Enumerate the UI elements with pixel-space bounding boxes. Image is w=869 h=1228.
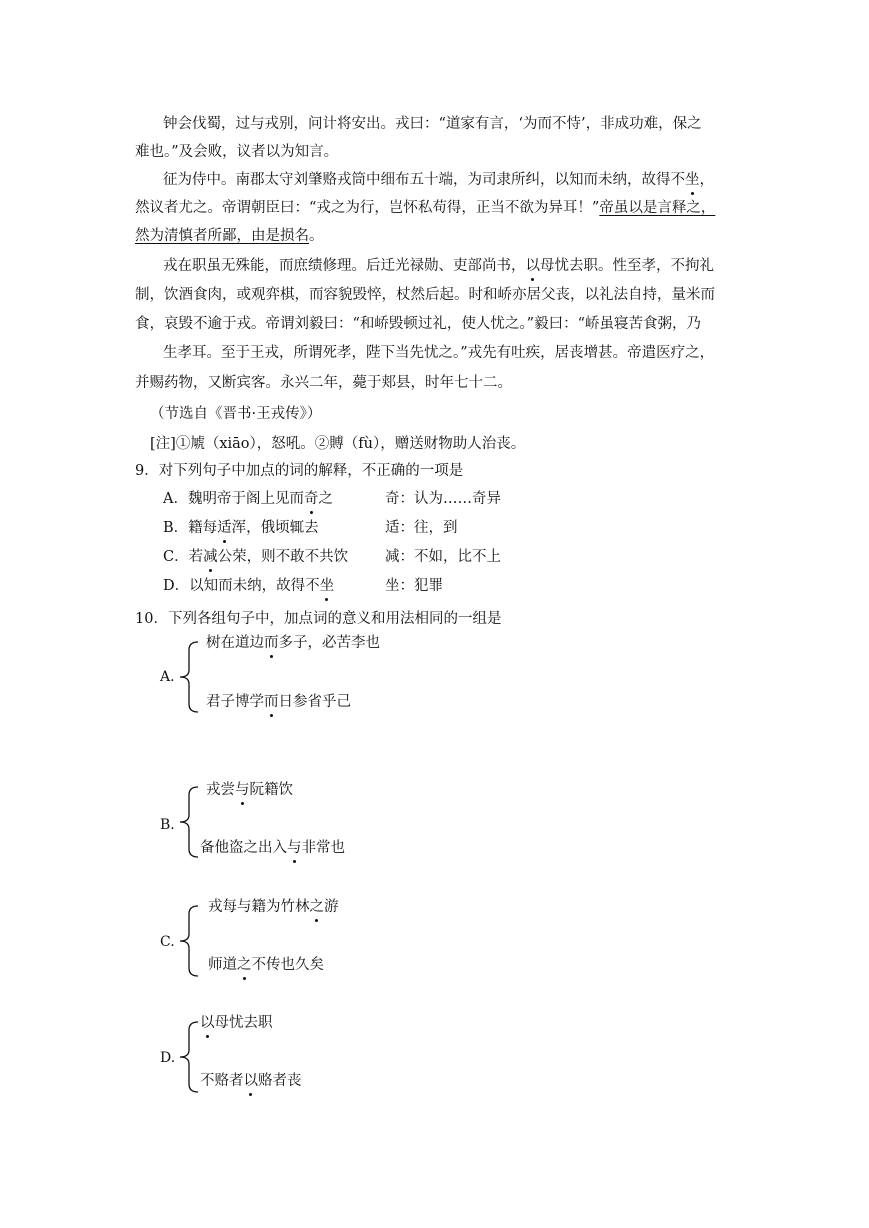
- sentence-text: 君子博学: [206, 694, 264, 710]
- option-text: 之: [318, 491, 333, 507]
- p2-period: 。: [309, 228, 324, 244]
- option-definition: 坐：犯罪: [385, 578, 443, 594]
- sentence-text: 游: [324, 899, 339, 915]
- option-text: 若: [188, 549, 204, 565]
- q10-option-c-label: C.: [160, 934, 175, 950]
- passage-p3-line1: [163, 256, 714, 276]
- q10-b-sentence-1: [206, 780, 293, 800]
- brace-icon: [176, 904, 200, 978]
- sentence-text: 阮籍饮: [249, 782, 293, 798]
- p2-text: 征为侍中。南郡太守刘肇赂戎筒中细布五十端，为司隶所纠，以知而未纳，故得不: [163, 172, 685, 188]
- dotted-char: 而: [264, 694, 279, 710]
- dotted-char: 与: [235, 782, 250, 798]
- passage-p1-line2: 难也。”及会败，议者以为知言。: [135, 144, 339, 160]
- underlined-sentence: 然为清慎者所鄙，由是损名: [135, 228, 309, 244]
- passage-p3-line3: 食，哀毁不逾于戎。帝谓刘毅曰：“和峤毁顿过礼，使人忧之。”毅曰：“峤虽寝苦食粥，乃: [135, 316, 701, 332]
- dotted-char: 适: [217, 520, 232, 536]
- sentence-text: 戎每与籍为竹林: [208, 899, 310, 915]
- q9-option-d: [163, 576, 443, 596]
- p2-text: 然议者尤之。帝谓朝臣曰：“戎之为行，岂怀私苟得，正当不欲为异耳！”: [135, 200, 600, 216]
- option-text: 公荣，则不敢不共饮: [217, 549, 349, 565]
- q10-option-b-label: B.: [160, 817, 175, 833]
- dotted-char: 坐: [685, 172, 700, 188]
- dotted-char: 以: [200, 1015, 215, 1031]
- q10-c-sentence-2: [208, 955, 324, 975]
- p2-comma: ，: [699, 172, 714, 188]
- brace-icon: [176, 1020, 200, 1094]
- q9-stem: 9．对下列句子中加点的词的解释，不正确的一项是: [135, 463, 464, 479]
- sentence-text: 非常也: [301, 840, 345, 856]
- dotted-char: 奇: [303, 491, 319, 507]
- option-text: 浑，俄顷辄去: [231, 520, 319, 536]
- dotted-char: 而: [264, 635, 279, 651]
- q10-a-sentence-2: [206, 692, 351, 712]
- sentence-text: 不赂者: [200, 1073, 244, 1089]
- q10-option-d-label: D.: [160, 1050, 176, 1066]
- passage-p1-line1: 钟会伐蜀，过与戎别，问计将安出。戎曰：“道家有言，‘为而不恃’，非成功难，保之: [163, 116, 702, 132]
- sentence-text: 多子，必苦李也: [278, 635, 380, 651]
- dotted-char: 坐: [319, 578, 335, 594]
- option-text: 魏明帝于阁上见而: [187, 491, 304, 507]
- brace-icon: [176, 785, 200, 859]
- sentence-text: 师道: [208, 957, 237, 973]
- q10-option-a-label: A.: [160, 669, 175, 685]
- q9-option-a: [163, 489, 501, 509]
- option-definition: 适：往，到: [385, 520, 458, 536]
- dotted-char: 减: [203, 549, 218, 565]
- q10-c-sentence-1: [208, 897, 339, 917]
- passage-p2-line2: [135, 198, 715, 218]
- q9-option-b: [163, 518, 458, 538]
- q10-d-sentence-1: [200, 1013, 273, 1033]
- option-text: 籍每: [188, 520, 218, 536]
- brace-icon: [176, 640, 200, 714]
- sentence-text: 戎尝: [206, 782, 235, 798]
- option-definition: 奇：认为……奇异: [385, 491, 501, 507]
- q10-a-sentence-1: [206, 633, 380, 653]
- p3-text: 母忧去职。性至孝，不拘礼: [540, 258, 714, 274]
- passage-p2-line3: [135, 226, 324, 246]
- q10-b-sentence-2: [200, 838, 345, 858]
- dotted-char: 与: [287, 840, 302, 856]
- option-label: C．: [163, 549, 189, 565]
- passage-p2-line1: [163, 170, 714, 190]
- dotted-char: 之: [309, 899, 324, 915]
- dotted-char: 之: [237, 957, 252, 973]
- passage-p3-line4: 生孝耳。至于王戎，所谓死孝，陛下当先忧之。”戎先有吐疾，居丧增甚。帝遣医疗之，: [163, 345, 715, 361]
- dotted-char: 以: [243, 1073, 258, 1089]
- footnote: [注]①虓（xiāo），怒吼。②賻（fù），赠送财物助人治丧。: [150, 436, 526, 452]
- sentence-text: 母忧去职: [214, 1015, 273, 1031]
- dotted-char: 以: [525, 258, 540, 274]
- sentence-text: 赂者丧: [258, 1073, 302, 1089]
- option-label: B．: [163, 520, 189, 536]
- sentence-text: 不传也久矣: [251, 957, 324, 973]
- passage-p3-line2: 制，饮酒食肉，或观弈棋，而容貌毁悴，杖然后起。时和峤亦居父丧，以礼法自持，量米而: [135, 287, 715, 303]
- q10-stem: 10．下列各组句子中，加点词的意义和用法相同的一组是: [135, 611, 502, 627]
- q10-d-sentence-2: [200, 1071, 302, 1091]
- sentence-text: 备他盗之出入: [200, 840, 287, 856]
- option-label: A．: [163, 491, 188, 507]
- sentence-text: 树在道边: [206, 635, 264, 651]
- option-text: 以知而未纳，故得不: [189, 578, 320, 594]
- option-label: D．: [163, 578, 190, 594]
- q9-option-c: [163, 547, 501, 567]
- option-definition: 减：不如，比不上: [385, 549, 501, 565]
- underlined-sentence: 帝虽以是言释之，: [599, 200, 716, 216]
- sentence-text: 日参省乎己: [278, 694, 351, 710]
- passage-p3-line5: 并赐药物，又断宾客。永兴二年，薨于郏县，时年七十二。: [135, 375, 512, 391]
- p3-text: 戎在职虽无殊能，而庶绩修理。后迁光禄勋、吏部尚书，: [163, 258, 526, 274]
- source-citation: （节选自《晋书·王戎传》）: [150, 406, 322, 422]
